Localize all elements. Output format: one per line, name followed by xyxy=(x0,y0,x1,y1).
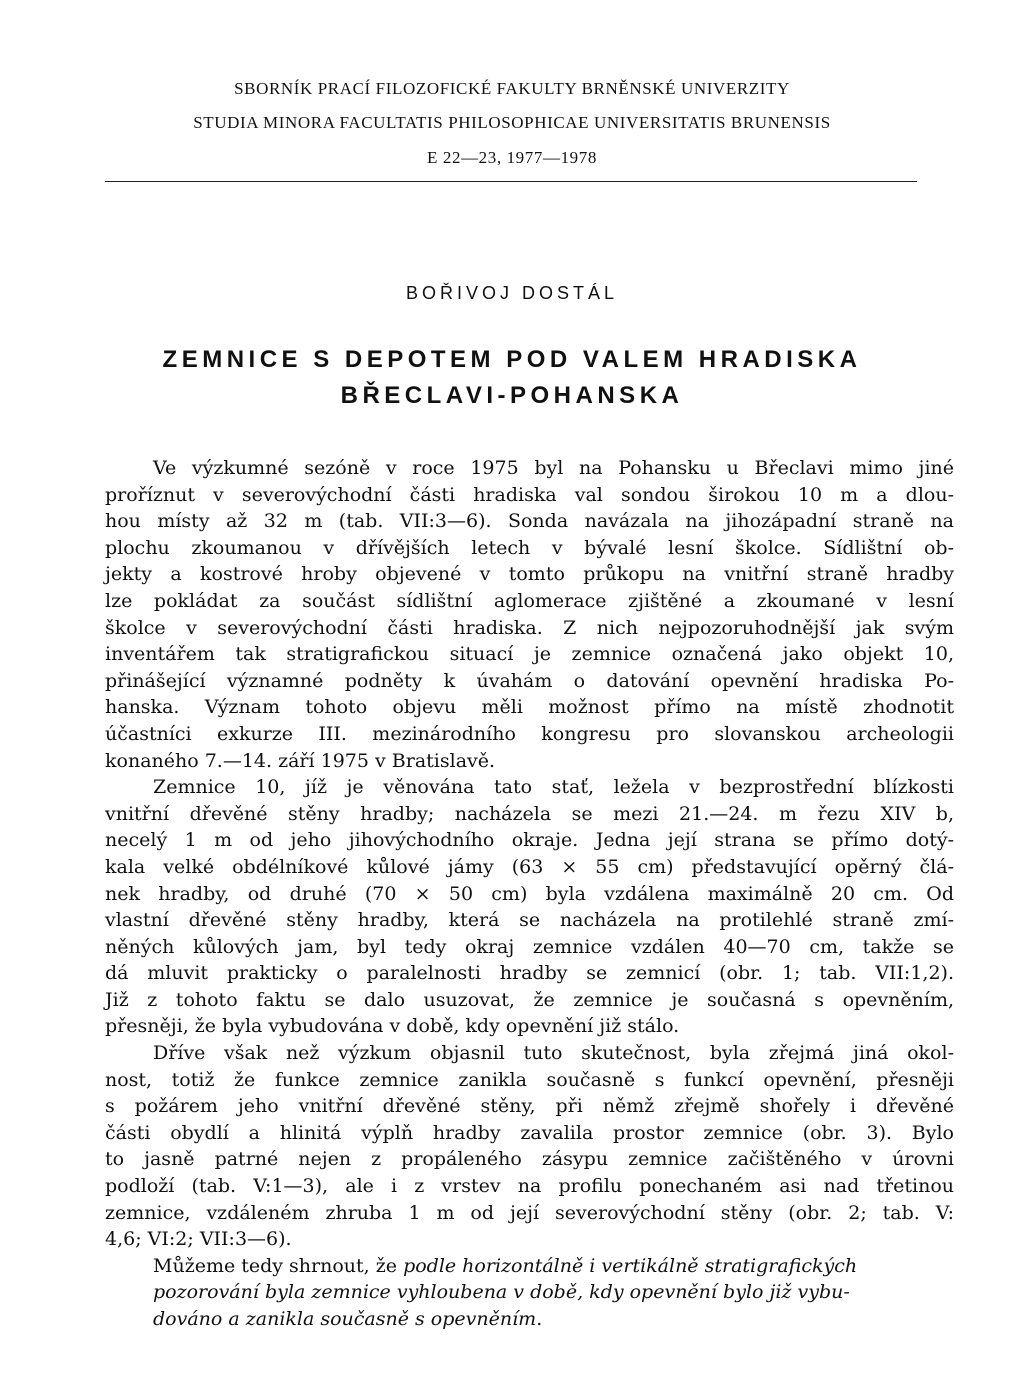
article-title-line-2: BŘECLAVI-POHANSKA xyxy=(340,382,684,409)
text-line: části obydlí a hlinitá výplň hradby zavalila prostor zemnice (obr. 3). Bylo xyxy=(105,1121,954,1144)
text-line: vlastní dřevěné stěny hradby, která se nacházela na protilehlé straně zmí- xyxy=(105,909,954,932)
text-line: přesněji, že byla vybudována v době, kdy opevnění již stálo. xyxy=(105,1015,680,1038)
text-line: s požárem jeho vnitřní dřevěné stěny, při němž zřejmě shořely i dřevěné xyxy=(105,1095,954,1118)
text-line: jekty a kostrové hroby objevené v tomto průkopu na vnitřní straně hradby xyxy=(105,563,954,586)
text-line: 4,6; VI:2; VII:3—6). xyxy=(105,1228,292,1251)
text-line: to jasně patrné nejen z propáleného zásypu zemnice začištěného v úrovni xyxy=(105,1148,954,1171)
journal-header-line-2: STUDIA MINORA FACULTATIS PHILOSOPHICAE UNIVERSITATIS BRUNENSIS xyxy=(193,113,831,132)
text-line: Zemnice 10, jíž je věnována tato stať, ležela v bezprostřední blízkosti xyxy=(153,776,954,799)
paragraph-1 xyxy=(105,455,954,774)
article-body xyxy=(105,455,954,1333)
text-line: konaného 7.—14. září 1975 v Bratislavě. xyxy=(105,749,496,772)
text-line: hou místy až 32 m (tab. VII:3—6). Sonda navázala na jihozápadní straně na xyxy=(105,510,954,533)
text-line: Dříve však než výzkum objasnil tuto skutečnost, byla zřejmá jiná okol- xyxy=(153,1042,954,1065)
text-line: něných kůlových jam, byl tedy okraj zemnice vzdálen 40—70 cm, takže se xyxy=(105,935,954,958)
author-name: BOŘIVOJ DOSTÁL xyxy=(405,283,619,303)
text-line: kala velké obdélníkové kůlové jámy (63 × 55 cm) představující opěrný člá- xyxy=(105,855,954,878)
paragraph-4-text: . xyxy=(536,1308,543,1330)
text-line: hanska. Význam tohoto objevu měli možnost přímo na místě zhodnotit xyxy=(105,696,954,719)
paragraph-3 xyxy=(105,1040,954,1253)
article-title-line-1: ZEMNICE S DEPOTEM POD VALEM HRADISKA xyxy=(162,346,862,373)
paragraph-4-emphasis: dováno a zanikla současně s opevněním xyxy=(153,1308,537,1330)
journal-header-line-1: SBORNÍK PRACÍ FILOZOFICKÉ FAKULTY BRNĚNSKÉ UNIVERZITY xyxy=(234,79,790,98)
text-line: účastníci exkurze III. mezinárodního kongresu pro slovanskou archeologii xyxy=(105,722,954,745)
paragraph-4-text: Můžeme tedy shrnout, že xyxy=(153,1254,404,1277)
text-line: necelý 1 m od jeho jihovýchodního okraje. Jedna její strana se přímo dotý- xyxy=(105,829,954,852)
text-line: plochu zkoumanou v dřívějších letech v bývalé lesní školce. Sídlištní ob- xyxy=(105,536,954,559)
paragraph-4-emphasis: podle horizontálně i vertikálně stratigrafických xyxy=(403,1254,858,1277)
text-line: zemnice, vzdáleném zhruba 1 m od její severovýchodní stěny (obr. 2; tab. V: xyxy=(105,1201,954,1224)
text-line: školce v severovýchodní části hradiska. Z nich nejpozoruhodnější jak svým xyxy=(105,616,954,639)
text-line: nost, totiž že funkce zemnice zanikla současně s funkcí opevnění, přesněji xyxy=(105,1068,954,1091)
text-line: vnitřní dřevěné stěny hradby; nacházela se mezi 21.—24. m řezu XIV b, xyxy=(105,802,954,825)
text-line: dá mluvit prakticky o paralelnosti hradby se zemnicí (obr. 1; tab. VII:1,2). xyxy=(105,962,954,985)
journal-volume-line: E 22—23, 1977—1978 xyxy=(427,148,597,167)
text-line: Ve výzkumné sezóně v roce 1975 byl na Pohansku u Břeclavi mimo jiné xyxy=(153,457,954,479)
text-line: Již z tohoto faktu se dalo usuzovat, že zemnice je současná s opevněním, xyxy=(105,988,954,1011)
text-line: nek hradby, od druhé (70 × 50 cm) byla vzdálena maximálně 20 cm. Od xyxy=(105,882,954,905)
text-line: lze pokládat za součást sídlištní aglomerace zjištěné a zkoumané v lesní xyxy=(105,589,954,612)
paragraph-4-emphasis: pozorování byla zemnice vyhloubena v době, kdy opevnění bylo již vybu- xyxy=(153,1281,850,1304)
header-divider xyxy=(105,181,917,182)
text-line: inventářem tak stratigrafickou situací je zemnice označená jako objekt 10, xyxy=(105,643,954,666)
paragraph-2 xyxy=(105,774,954,1040)
text-line: podloží (tab. V:1—3), ale i z vrstev na profilu ponechaném asi nad třetinou xyxy=(105,1175,954,1198)
text-line: přinášející významné podněty k úvahám o datování opevnění hradiska Po- xyxy=(105,669,954,692)
text-line: proříznut v severovýchodní části hradiska val sondou širokou 10 m a dlou- xyxy=(105,483,954,506)
paragraph-4 xyxy=(105,1253,954,1333)
